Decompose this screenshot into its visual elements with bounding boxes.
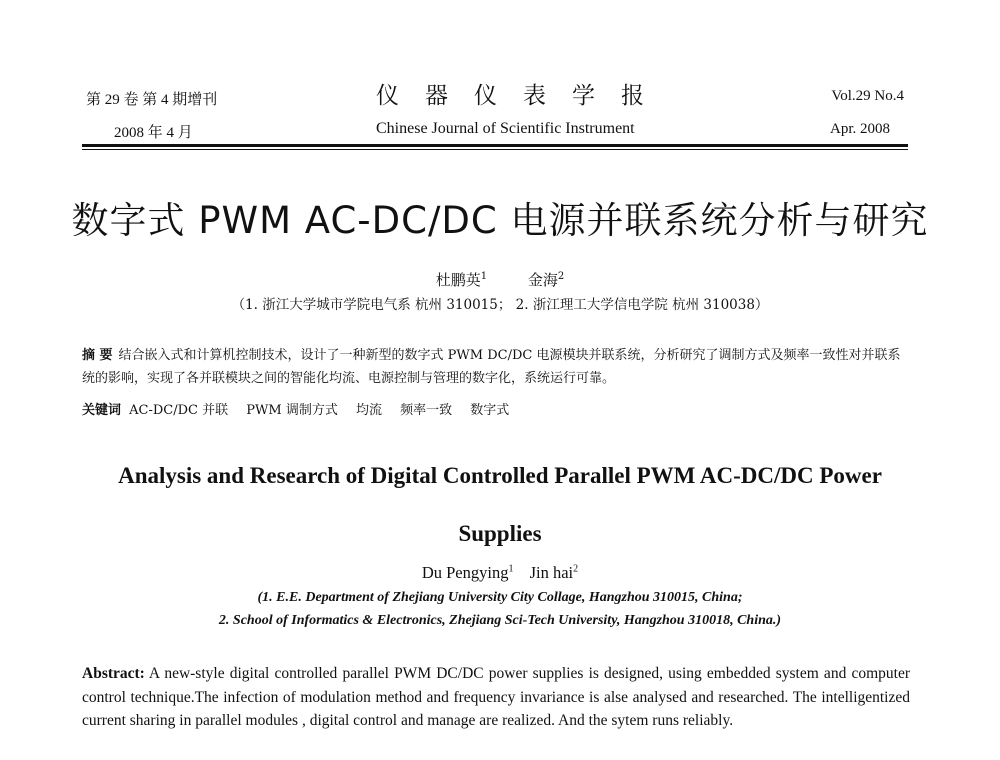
journal-date-en: Apr. 2008 xyxy=(830,121,890,137)
affiliation-en-2: 2. School of Informatics & Electronics, Zhejiang Sci-Tech University, Hangzhou 310018, China.) xyxy=(218,613,782,628)
keyword-cn: 频率一致 xyxy=(400,403,453,418)
abstract-cn-label: 摘 要 xyxy=(82,348,113,363)
paper-title-en xyxy=(0,447,1000,563)
journal-volume-issue-en: Vol.29 No.4 xyxy=(831,88,904,104)
keywords-cn-label: 关键词 xyxy=(82,403,122,418)
keyword-cn: 数字式 xyxy=(470,403,510,418)
affiliation-en-1: (1. E.E. Department of Zhejiang University City Collage, Hangzhou 310015, China; xyxy=(257,590,743,605)
abstract-cn xyxy=(82,344,910,390)
header-rule-thick xyxy=(82,144,908,147)
paper-title-cn: 数字式 PWM AC-DC/DC 电源并联系统分析与研究 xyxy=(71,199,929,242)
abstract-en xyxy=(82,662,910,733)
header-rule-thin xyxy=(82,149,908,150)
journal-title-cn: 仪器仪表学报 xyxy=(376,83,670,109)
authors-cn xyxy=(0,269,1000,290)
abstract-cn-text: 结合嵌入式和计算机控制技术，设计了一种新型的数字式 PWM DC/DC 电源模块并联系统，分析研究了调制方式及频率一致性对并联系统的影响，实现了各并联模块之间的智能化均流、电源控制与管理的数字化，系统运行可靠。 xyxy=(82,348,901,386)
author-cn-2: 金海$^2$ xyxy=(527,271,565,289)
journal-date-cn: 2008 年 4 月 xyxy=(114,125,193,141)
keyword-cn: PWM 调制方式 xyxy=(246,403,338,418)
author-cn-1: 杜鹏英$^1$ xyxy=(435,271,488,289)
keywords-cn xyxy=(82,399,523,418)
authors-en xyxy=(0,563,1000,583)
keyword-cn: 均流 xyxy=(355,403,382,418)
abstract-en-text: A new-style digital controlled parallel PWM DC/DC power supplies is designed, using embedded system and computer control technique.The infection of modulation method and frequency invariance is alse analysed and researched. The intelligentized current sharing in parallel modules , digital control and manage are realized. And the sytem runs reliably. xyxy=(82,665,910,729)
abstract-en-label: Abstract: xyxy=(82,665,145,682)
keyword-cn: AC-DC/DC 并联 xyxy=(129,403,229,418)
paper-title-en-line2: Supplies xyxy=(458,521,542,546)
paper-title-en-line1: Analysis and Research of Digital Controlled Parallel PWM AC-DC/DC Power xyxy=(118,463,882,488)
journal-volume-issue-cn: 第 29 卷 第 4 期增刊 xyxy=(86,92,218,108)
journal-title-en: Chinese Journal of Scientific Instrument xyxy=(376,120,635,137)
affiliation-cn: （1. 浙江大学城市学院电气系 杭州 310015； 2. 浙江理工大学信电学院 杭州 310038） xyxy=(231,297,769,313)
author-en-1: Du Pengying$^1$ xyxy=(421,563,514,582)
author-en-2: Jin hai$^2$ xyxy=(529,563,579,582)
